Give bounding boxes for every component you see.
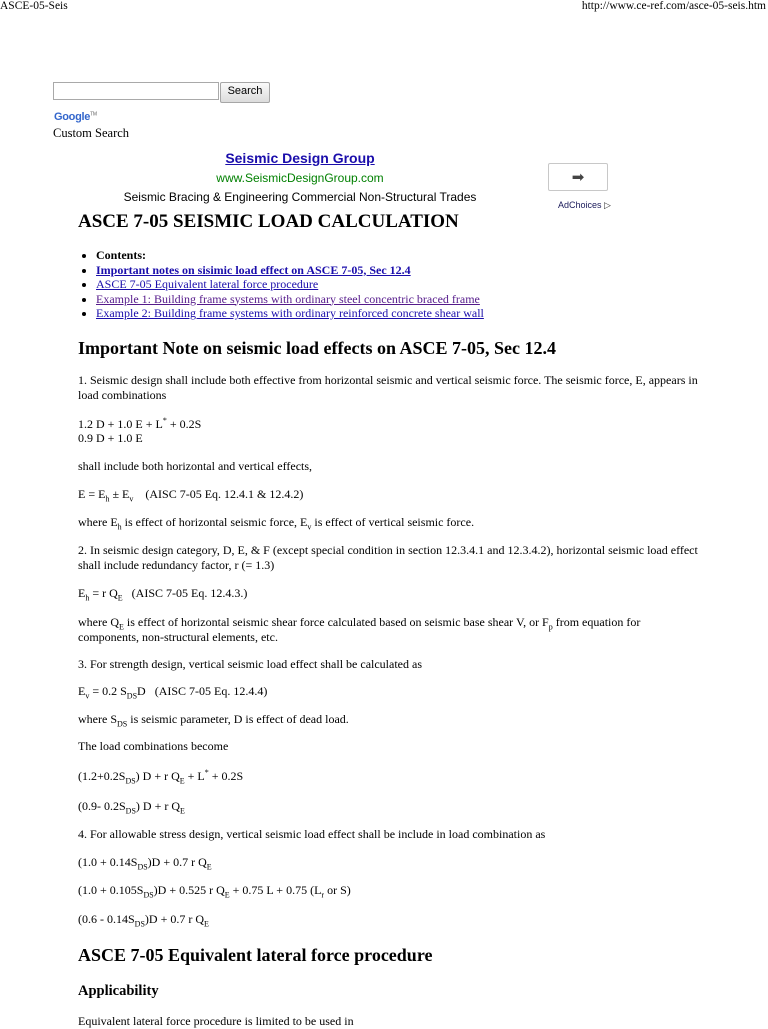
equation-8: $(1.0 + 0.105S_{DS})D + 0.525$ r $Q_E + 0.75$ L + 0.75 ($L_r$ or S): [78, 883, 351, 900]
contents-label: • Contents:: [96, 248, 484, 263]
paragraph-7: where $S_{DS}$ is seismic parameter, D is effect of dead load.: [78, 712, 349, 729]
section-heading-important-note: Important Note on seismic load effects on ASCE 7-05, Sec 12.4: [78, 338, 556, 358]
arrow-right-icon: ➡: [571, 168, 585, 186]
paragraph-10: Equivalent lateral force procedure is limited to be used in: [78, 1014, 354, 1028]
toc-link-example-1[interactable]: Example 1: Building frame systems with ordinary steel concentric braced frame: [96, 291, 480, 306]
paragraph-3: where $E_h$ is effect of horizontal seismic force, $E_v$ is effect of vertical seismic force.: [78, 515, 475, 532]
toc-link-important-notes[interactable]: Important notes on sisimic load effect on ASCE 7-05, Sec 12.4: [96, 262, 411, 277]
contents-list: [96, 248, 484, 321]
ad-description: Seismic Bracing & Engineering Commercial Non-Structural Trades: [123, 190, 477, 204]
equation-1a: 1.2 D + 1.0 E + L* + 0.2S: [78, 416, 202, 431]
page-header-title: ASCE-05-Seis: [0, 0, 68, 12]
adchoices-link[interactable]: AdChoices ▷: [558, 200, 611, 210]
equation-1b: 0.9 D + 1.0 E: [78, 431, 143, 445]
equation-3: $E_h = r$ $Q_E$ (AISC 7-05 Eq. 12.4.3.): [78, 586, 248, 603]
page-header-url: http://www.ce-ref.com/asce-05-seis.htm: [581, 0, 766, 12]
paragraph-8: The load combinations become: [78, 739, 229, 753]
paragraph-4: 2. In seismic design category, D, E, & F (except special condition in section 12.3.4.1 and 12.3.4.2), horizontal seismic load effect shall include redundancy factor, r (= 1.3): [78, 543, 698, 572]
equation-9: $(0.6 - 0.14S_{DS})D + 0.7$ r $Q_E$: [78, 912, 209, 929]
ad-arrow-button[interactable]: [548, 163, 608, 191]
search-input[interactable]: [53, 82, 219, 100]
toc-link-example-2[interactable]: Example 2: Building frame systems with ordinary reinforced concrete shear wall: [96, 306, 484, 320]
paragraph-6: 3. For strength design, vertical seismic load effect shall be calculated as: [78, 657, 422, 671]
paragraph-2: shall include both horizontal and vertical effects,: [78, 459, 313, 473]
equation-6: (0.9- $0.2S_{DS}$) D + r $Q_E$: [78, 799, 185, 816]
section-heading-equivalent-lateral-force: ASCE 7-05 Equivalent lateral force procedure: [78, 945, 433, 965]
custom-search-label: Custom Search: [53, 126, 130, 140]
equation-7: $(1.0 + 0.14S_{DS})D + 0.7$ r $Q_E$: [78, 855, 212, 872]
subheading-applicability: Applicability: [78, 983, 159, 999]
ad-title-link[interactable]: Seismic Design Group: [225, 150, 375, 166]
toc-link-equivalent-lateral-force[interactable]: ASCE 7-05 Equivalent lateral force procedure: [96, 277, 319, 291]
paragraph-9: 4. For allowable stress design, vertical seismic load effect shall be include in load combination as: [78, 827, 546, 841]
page-title: ASCE 7-05 SEISMIC LOAD CALCULATION: [78, 211, 459, 232]
equation-2: $E = E_h \pm E_v$ (AISC 7-05 Eq. 12.4.1 & 12.4.2): [78, 487, 304, 504]
equation-5: $(1.2+0.2S_{DS}) D + r$ $Q_E + L^* + 0.2S$: [78, 768, 244, 786]
equation-4: $E_v = 0.2$ $S_{DS}D$ (AISC 7-05 Eq. 12.4.4): [78, 684, 268, 701]
adchoices-icon: ▷: [604, 200, 611, 210]
paragraph-1: 1. Seismic design shall include both effective from horizontal seismic and vertical seismic force. The seismic force, E, appears in load combinations: [78, 373, 698, 402]
paragraph-5: where $Q_E$ is effect of horizontal seismic shear force calculated based on seismic base shear V, or $F_p$ from equation for components, non-structural elements, etc.: [78, 615, 641, 644]
search-button[interactable]: Search: [220, 82, 270, 103]
ad-url-link[interactable]: www.SeismicDesignGroup.com: [216, 171, 384, 185]
google-logo: Google™: [54, 111, 97, 123]
